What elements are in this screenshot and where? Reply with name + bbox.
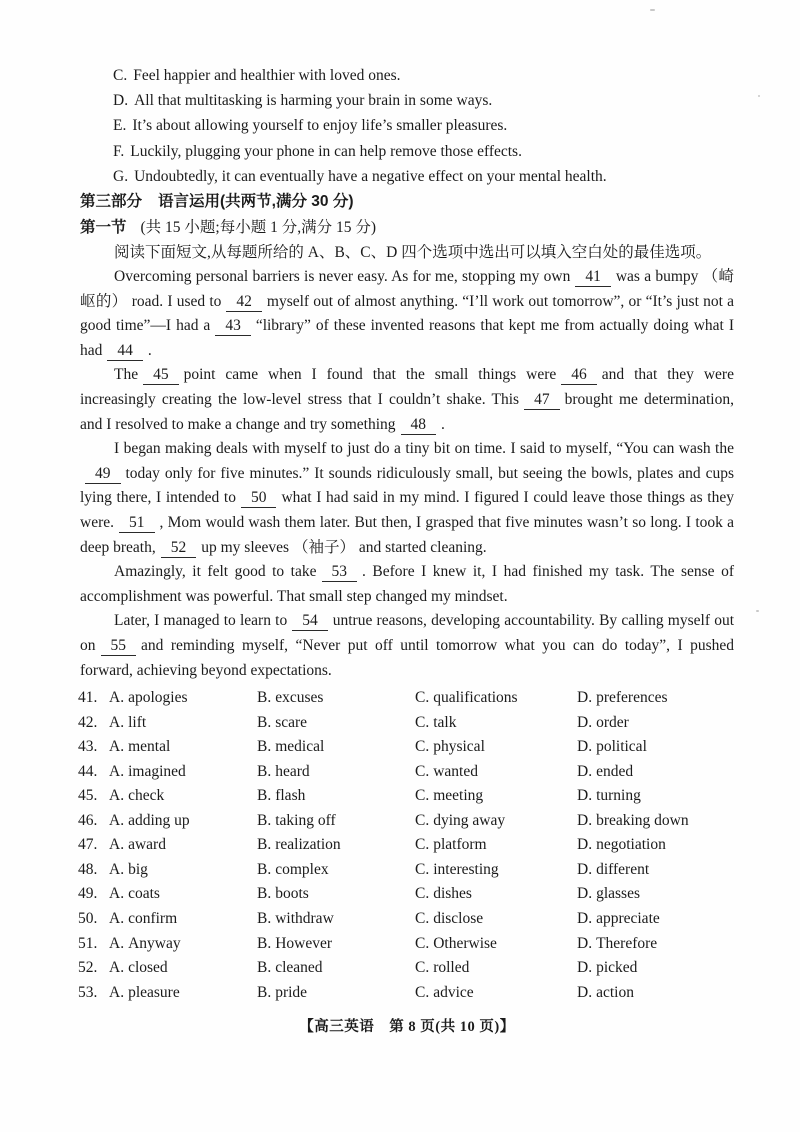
option-letter: B. (257, 959, 272, 977)
option-cell (257, 735, 415, 760)
cloze-blank-45: 45 (143, 365, 179, 385)
option-text: complex (275, 860, 329, 878)
option-text: award (128, 836, 166, 854)
option-letter: C. (415, 713, 430, 731)
option-text: talk (433, 713, 457, 731)
option-cell (257, 858, 415, 883)
option-letter: B. (257, 738, 272, 756)
option-text: negotiation (596, 836, 666, 854)
option-cell (78, 760, 257, 785)
option-text: physical (433, 738, 485, 756)
option-cell (78, 833, 257, 858)
option-cell (577, 956, 734, 981)
option-cell (257, 809, 415, 834)
question-number: 42. (78, 713, 98, 731)
question-number: 52. (78, 959, 98, 977)
option-text: big (128, 860, 148, 878)
section-heading-title: (共 15 小题;每小题 1 分,满分 15 分) (140, 218, 377, 236)
option-text: excuses (275, 689, 324, 707)
option-cell (577, 784, 734, 809)
option-text: platform (433, 836, 487, 854)
choice-item-text: Undoubtedly, it can eventually have a negative effect on your mental health. (134, 167, 607, 185)
option-cell (415, 784, 577, 809)
option-row (78, 833, 734, 858)
option-letter: A. (109, 689, 125, 707)
option-cell (257, 956, 415, 981)
question-number: 51. (78, 934, 98, 952)
choice-item (113, 164, 734, 189)
option-text: check (128, 787, 165, 805)
option-cell (415, 686, 577, 711)
option-text: closed (128, 959, 168, 977)
choice-item-text: Luckily, plugging your phone in can help remove those effects. (130, 142, 522, 160)
option-text: action (596, 983, 634, 1001)
option-letter: C. (415, 811, 430, 829)
passage-paragraph: The 45 point came when I found that the small things were 46 and that they were increasingly creating the low-level stress that I couldn’t shake. This 47 brought me determination, and I resolved to make a change and try something 48 . (80, 366, 734, 433)
paragraph-choice-list (80, 63, 734, 189)
option-letter: B. (257, 910, 272, 928)
question-number: 47. (78, 836, 98, 854)
option-letter: D. (577, 787, 593, 805)
option-letter: D. (577, 959, 593, 977)
option-row (78, 932, 734, 957)
option-text: realization (275, 836, 341, 854)
passage-paragraph: I began making deals with myself to just do a tiny bit on time. I said to myself, “You can wash the49 today only for five minutes.” It sounds ridiculously small, but seeing the bowls, plates and cups lying there, I intended to 50 what I had said in my mind. I figured I could leave those things as they were. 51 , Mom would wash them later. But then, I grasped that five minutes wasn’t so long. I took a deep breath, 52 up my sleeves （袖子） and started cleaning. (80, 440, 734, 556)
choice-item (113, 139, 734, 164)
option-cell (78, 809, 257, 834)
option-letter: C. (415, 983, 430, 1001)
option-cell (577, 686, 734, 711)
option-cell (577, 907, 734, 932)
option-letter: C. (415, 836, 430, 854)
option-cell (577, 809, 734, 834)
option-cell (577, 735, 734, 760)
question-number: 46. (78, 811, 98, 829)
cloze-blank-54: 54 (292, 611, 328, 631)
question-number: 53. (78, 983, 98, 1001)
option-row (78, 711, 734, 736)
part-heading-title: 语言运用(共两节,满分 30 分) (158, 193, 354, 211)
option-letter: B. (257, 860, 272, 878)
cloze-blank-46: 46 (561, 365, 597, 385)
choice-item-text: It’s about allowing yourself to enjoy life’s smaller pleasures. (132, 117, 508, 135)
option-row (78, 858, 734, 883)
option-text: withdraw (275, 910, 334, 928)
option-cell (415, 858, 577, 883)
option-cell (577, 858, 734, 883)
option-letter: D. (577, 983, 593, 1001)
option-row (78, 809, 734, 834)
option-cell (415, 907, 577, 932)
choice-item (113, 113, 734, 138)
option-letter: C. (415, 885, 430, 903)
option-letter: B. (257, 762, 272, 780)
cloze-passage (80, 265, 734, 683)
option-letter: D. (577, 860, 593, 878)
scan-speck (756, 610, 759, 612)
option-cell (577, 981, 734, 1006)
option-letter: B. (257, 713, 272, 731)
option-cell (78, 981, 257, 1006)
option-letter: C. (415, 689, 430, 707)
option-text: taking off (275, 811, 336, 829)
option-cell (78, 784, 257, 809)
option-text: boots (275, 885, 309, 903)
instruction-text: 阅读下面短文,从每题所给的 A、B、C、D 四个选项中选出可以填入空白处的最佳选项。 (114, 244, 712, 262)
option-letter: C. (415, 934, 430, 952)
option-cell (415, 956, 577, 981)
passage-paragraph: Amazingly, it felt good to take 53 . Before I knew it, I had finished my task. The sense of accomplishment was powerful. That small step changed my mindset. (80, 563, 734, 605)
option-cell (577, 760, 734, 785)
option-letter: C. (415, 787, 430, 805)
option-row (78, 956, 734, 981)
question-number: 44. (78, 762, 98, 780)
choice-item-text: All that multitasking is harming your brain in some ways. (134, 92, 493, 110)
part-heading (80, 189, 734, 215)
section-heading-label: 第一节 (80, 218, 127, 236)
option-text: preferences (596, 689, 668, 707)
option-text: heard (275, 762, 310, 780)
option-letter: B. (257, 811, 272, 829)
option-letter: A. (109, 983, 125, 1001)
option-cell (415, 932, 577, 957)
option-cell (257, 784, 415, 809)
option-cell (577, 833, 734, 858)
option-row (78, 882, 734, 907)
option-cell (257, 760, 415, 785)
option-text: Therefore (596, 934, 658, 952)
option-text: appreciate (596, 910, 660, 928)
option-text: qualifications (433, 689, 518, 707)
choice-item (113, 88, 734, 113)
option-text: different (596, 860, 650, 878)
option-cell (257, 907, 415, 932)
option-text: turning (596, 787, 641, 805)
choice-item-text: Feel happier and healthier with loved ones. (133, 67, 401, 84)
options-table (80, 686, 734, 1005)
option-cell (78, 686, 257, 711)
option-text: coats (128, 885, 160, 903)
option-row (78, 760, 734, 785)
option-cell (577, 882, 734, 907)
option-letter: D. (577, 738, 593, 756)
option-text: disclose (433, 910, 484, 928)
option-cell (257, 833, 415, 858)
option-text: pride (275, 983, 308, 1001)
option-letter: D. (577, 910, 593, 928)
choice-item-label: F. (113, 142, 125, 160)
scan-speck (650, 9, 655, 11)
option-letter: C. (415, 738, 430, 756)
option-row (78, 907, 734, 932)
option-letter: C. (415, 910, 430, 928)
option-cell (415, 882, 577, 907)
option-cell (257, 882, 415, 907)
option-letter: A. (109, 959, 125, 977)
option-cell (78, 735, 257, 760)
option-cell (415, 760, 577, 785)
passage-paragraph: Later, I managed to learn to 54 untrue reasons, developing accountability. By calling myself out on 55 and reminding myself, “Never put off until tomorrow what you can do today”, I pushed forward, achieving beyond expectations. (80, 612, 734, 679)
option-letter: B. (257, 836, 272, 854)
choice-item-label: G. (113, 167, 129, 185)
option-text: Otherwise (433, 934, 497, 952)
option-text: breaking down (596, 811, 689, 829)
cloze-blank-48: 48 (401, 415, 437, 435)
cloze-blank-53: 53 (322, 562, 358, 582)
cloze-blank-49: 49 (85, 464, 121, 484)
option-text: glasses (596, 885, 640, 903)
option-text: imagined (128, 762, 186, 780)
choice-item-label: E. (113, 117, 127, 135)
option-text: meeting (433, 787, 484, 805)
option-letter: A. (109, 836, 125, 854)
option-cell (78, 882, 257, 907)
question-number: 43. (78, 738, 98, 756)
option-text: adding up (128, 811, 190, 829)
option-cell (78, 711, 257, 736)
option-letter: A. (109, 787, 125, 805)
choice-item-label: D. (113, 92, 129, 110)
option-letter: D. (577, 811, 593, 829)
cloze-blank-52: 52 (161, 538, 197, 558)
option-row (78, 735, 734, 760)
option-text: confirm (128, 910, 178, 928)
choice-item (113, 63, 734, 88)
option-text: scare (275, 713, 308, 731)
option-text: ended (596, 762, 634, 780)
option-text: mental (128, 738, 171, 756)
option-letter: C. (415, 762, 430, 780)
option-letter: A. (109, 811, 125, 829)
question-number: 45. (78, 787, 98, 805)
option-letter: A. (109, 910, 125, 928)
option-text: medical (275, 738, 325, 756)
option-cell (257, 981, 415, 1006)
option-letter: A. (109, 762, 125, 780)
option-letter: A. (109, 738, 125, 756)
option-cell (78, 932, 257, 957)
question-number: 48. (78, 860, 98, 878)
option-row (78, 981, 734, 1006)
page-footer: 【高三英语 第 8 页(共 10 页)】 (299, 1019, 515, 1036)
option-letter: A. (109, 713, 125, 731)
option-text: order (596, 713, 629, 731)
option-cell (257, 711, 415, 736)
option-cell (415, 711, 577, 736)
option-row (78, 784, 734, 809)
option-cell (415, 809, 577, 834)
option-letter: D. (577, 689, 593, 707)
question-number: 41. (78, 689, 98, 707)
option-letter: A. (109, 885, 125, 903)
cloze-blank-47: 47 (524, 390, 560, 410)
scan-speck (758, 95, 760, 97)
option-letter: B. (257, 787, 272, 805)
option-cell (78, 956, 257, 981)
option-row (78, 686, 734, 711)
section-heading (80, 215, 734, 241)
option-cell (257, 686, 415, 711)
option-letter: B. (257, 885, 272, 903)
option-letter: C. (415, 860, 430, 878)
cloze-blank-44: 44 (107, 341, 143, 361)
option-text: However (275, 934, 333, 952)
option-text: advice (433, 983, 474, 1001)
option-letter: A. (109, 934, 125, 952)
cloze-blank-42: 42 (226, 292, 262, 312)
option-cell (415, 981, 577, 1006)
option-letter: D. (577, 885, 593, 903)
question-number: 49. (78, 885, 98, 903)
option-text: Anyway (128, 934, 181, 952)
cloze-blank-50: 50 (241, 488, 277, 508)
cloze-blank-43: 43 (215, 316, 251, 336)
option-letter: B. (257, 689, 272, 707)
option-letter: D. (577, 713, 593, 731)
option-text: interesting (433, 860, 499, 878)
option-cell (257, 932, 415, 957)
option-text: flash (275, 787, 306, 805)
option-letter: B. (257, 934, 272, 952)
option-cell (577, 711, 734, 736)
choice-item-label: C. (113, 67, 128, 84)
option-cell (78, 858, 257, 883)
option-letter: B. (257, 983, 272, 1001)
option-letter: D. (577, 762, 593, 780)
option-letter: A. (109, 860, 125, 878)
cloze-blank-41: 41 (575, 267, 611, 287)
option-letter: D. (577, 836, 593, 854)
option-cell (78, 907, 257, 932)
passage-paragraph: Overcoming personal barriers is never easy. As for me, stopping my own 41 was a bumpy （崎岖的） road. I used to 42 myself out of almost anything. “I’ll work out tomorrow”, or “It’s just not a good time”—I had a 43 “library” of these invented reasons that kept me from actually doing what I had 44 . (80, 268, 734, 359)
cloze-blank-51: 51 (119, 513, 155, 533)
option-letter: C. (415, 959, 430, 977)
option-cell (577, 932, 734, 957)
option-text: picked (596, 959, 638, 977)
option-cell (415, 735, 577, 760)
question-number: 50. (78, 910, 98, 928)
option-letter: D. (577, 934, 593, 952)
option-text: dying away (433, 811, 506, 829)
option-text: rolled (433, 959, 470, 977)
option-text: lift (128, 713, 147, 731)
option-text: cleaned (275, 959, 323, 977)
option-text: wanted (433, 762, 478, 780)
option-text: political (596, 738, 647, 756)
option-text: apologies (128, 689, 188, 707)
option-text: dishes (433, 885, 472, 903)
option-text: pleasure (128, 983, 180, 1001)
part-heading-label: 第三部分 (80, 193, 143, 211)
cloze-blank-55: 55 (101, 636, 137, 656)
option-cell (415, 833, 577, 858)
